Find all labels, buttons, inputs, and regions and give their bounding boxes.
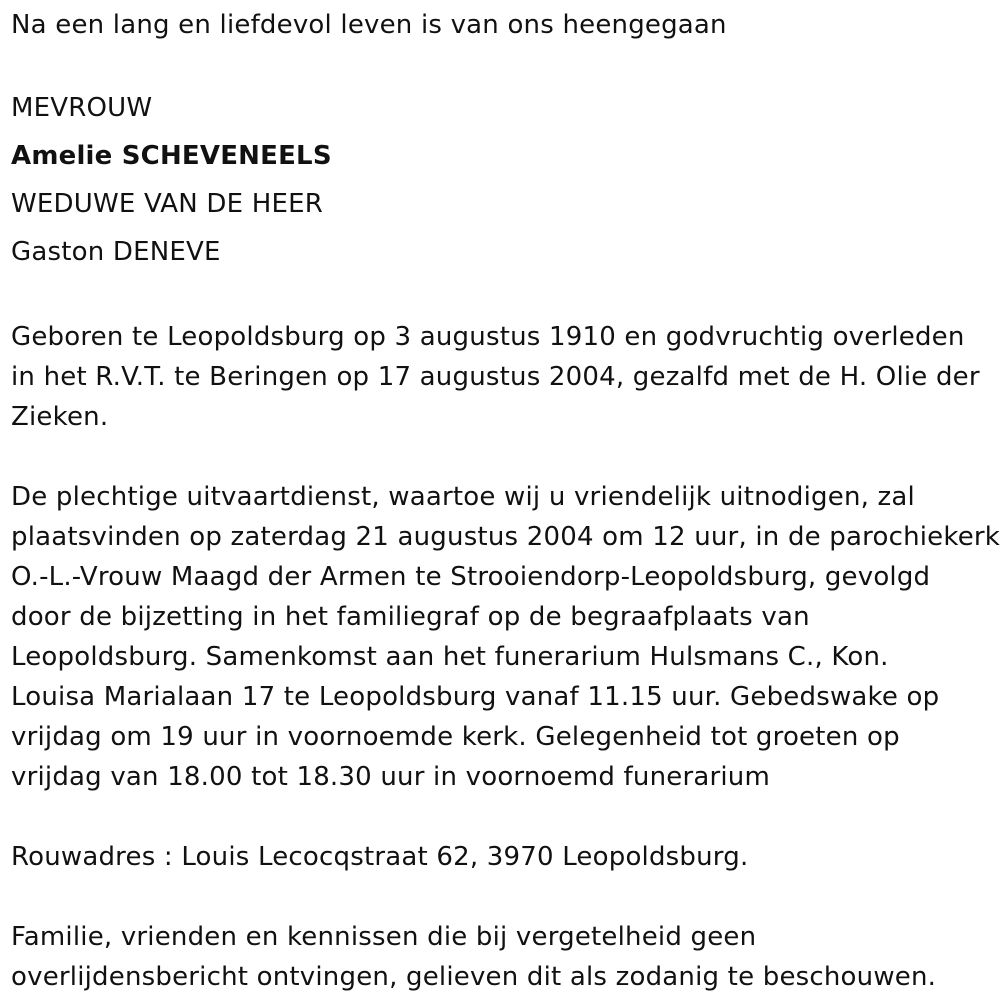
spacer (11, 437, 996, 477)
deceased-block (11, 84, 996, 276)
paragraph-line: Geboren te Leopoldsburg op 3 augustus 1910 en godvruchtig overleden (11, 322, 965, 352)
paragraph-line: overlijdensbericht ontvingen, gelieven dit als zodanig te beschouwen. (11, 962, 937, 992)
spacer (11, 797, 996, 837)
spacer (11, 877, 996, 917)
spacer (11, 276, 996, 317)
paragraph-line: plaatsvinden op zaterdag 21 augustus 2004 om 12 uur, in de parochiekerk (11, 522, 1000, 552)
title-line: MEVROUW (11, 93, 153, 123)
paragraph-line: Familie, vrienden en kennissen die bij vergetelheid geen (11, 922, 757, 952)
paragraph-line: vrijdag van 18.00 tot 18.30 uur in voornoemd funerarium (11, 762, 770, 792)
relation-line: WEDUWE VAN DE HEER (11, 189, 323, 219)
paragraph-line: Louisa Marialaan 17 te Leopoldsburg vanaf 11.15 uur. Gebedswake op (11, 682, 940, 712)
spouse-name: Gaston DENEVE (11, 237, 221, 267)
deceased-name: Amelie SCHEVENEELS (11, 141, 332, 171)
notice-paragraph (11, 917, 996, 997)
paragraph-line: in het R.V.T. te Beringen op 17 augustus 2004, gezalfd met de H. Olie der (11, 362, 980, 392)
intro-line: Na een lang en liefdevol leven is van ons heengegaan (11, 10, 727, 40)
paragraph-line: door de bijzetting in het familiegraf op de begraafplaats van (11, 602, 810, 632)
paragraph-line: De plechtige uitvaartdienst, waartoe wij u vriendelijk uitnodigen, zal (11, 482, 915, 512)
paragraph-line: Zieken. (11, 402, 109, 432)
paragraph-line: vrijdag om 19 uur in voornoemde kerk. Gelegenheid tot groeten op (11, 722, 900, 752)
birth-death-paragraph (11, 317, 996, 437)
obituary-text (11, 5, 1000, 997)
paragraph-line: O.-L.-Vrouw Maagd der Armen te Strooiendorp-Leopoldsburg, gevolgd (11, 562, 931, 592)
funeral-paragraph (11, 477, 1000, 797)
paragraph-line: Leopoldsburg. Samenkomst aan het funerarium Hulsmans C., Kon. (11, 642, 889, 672)
mourning-address: Rouwadres : Louis Lecocqstraat 62, 3970 Leopoldsburg. (11, 842, 749, 872)
